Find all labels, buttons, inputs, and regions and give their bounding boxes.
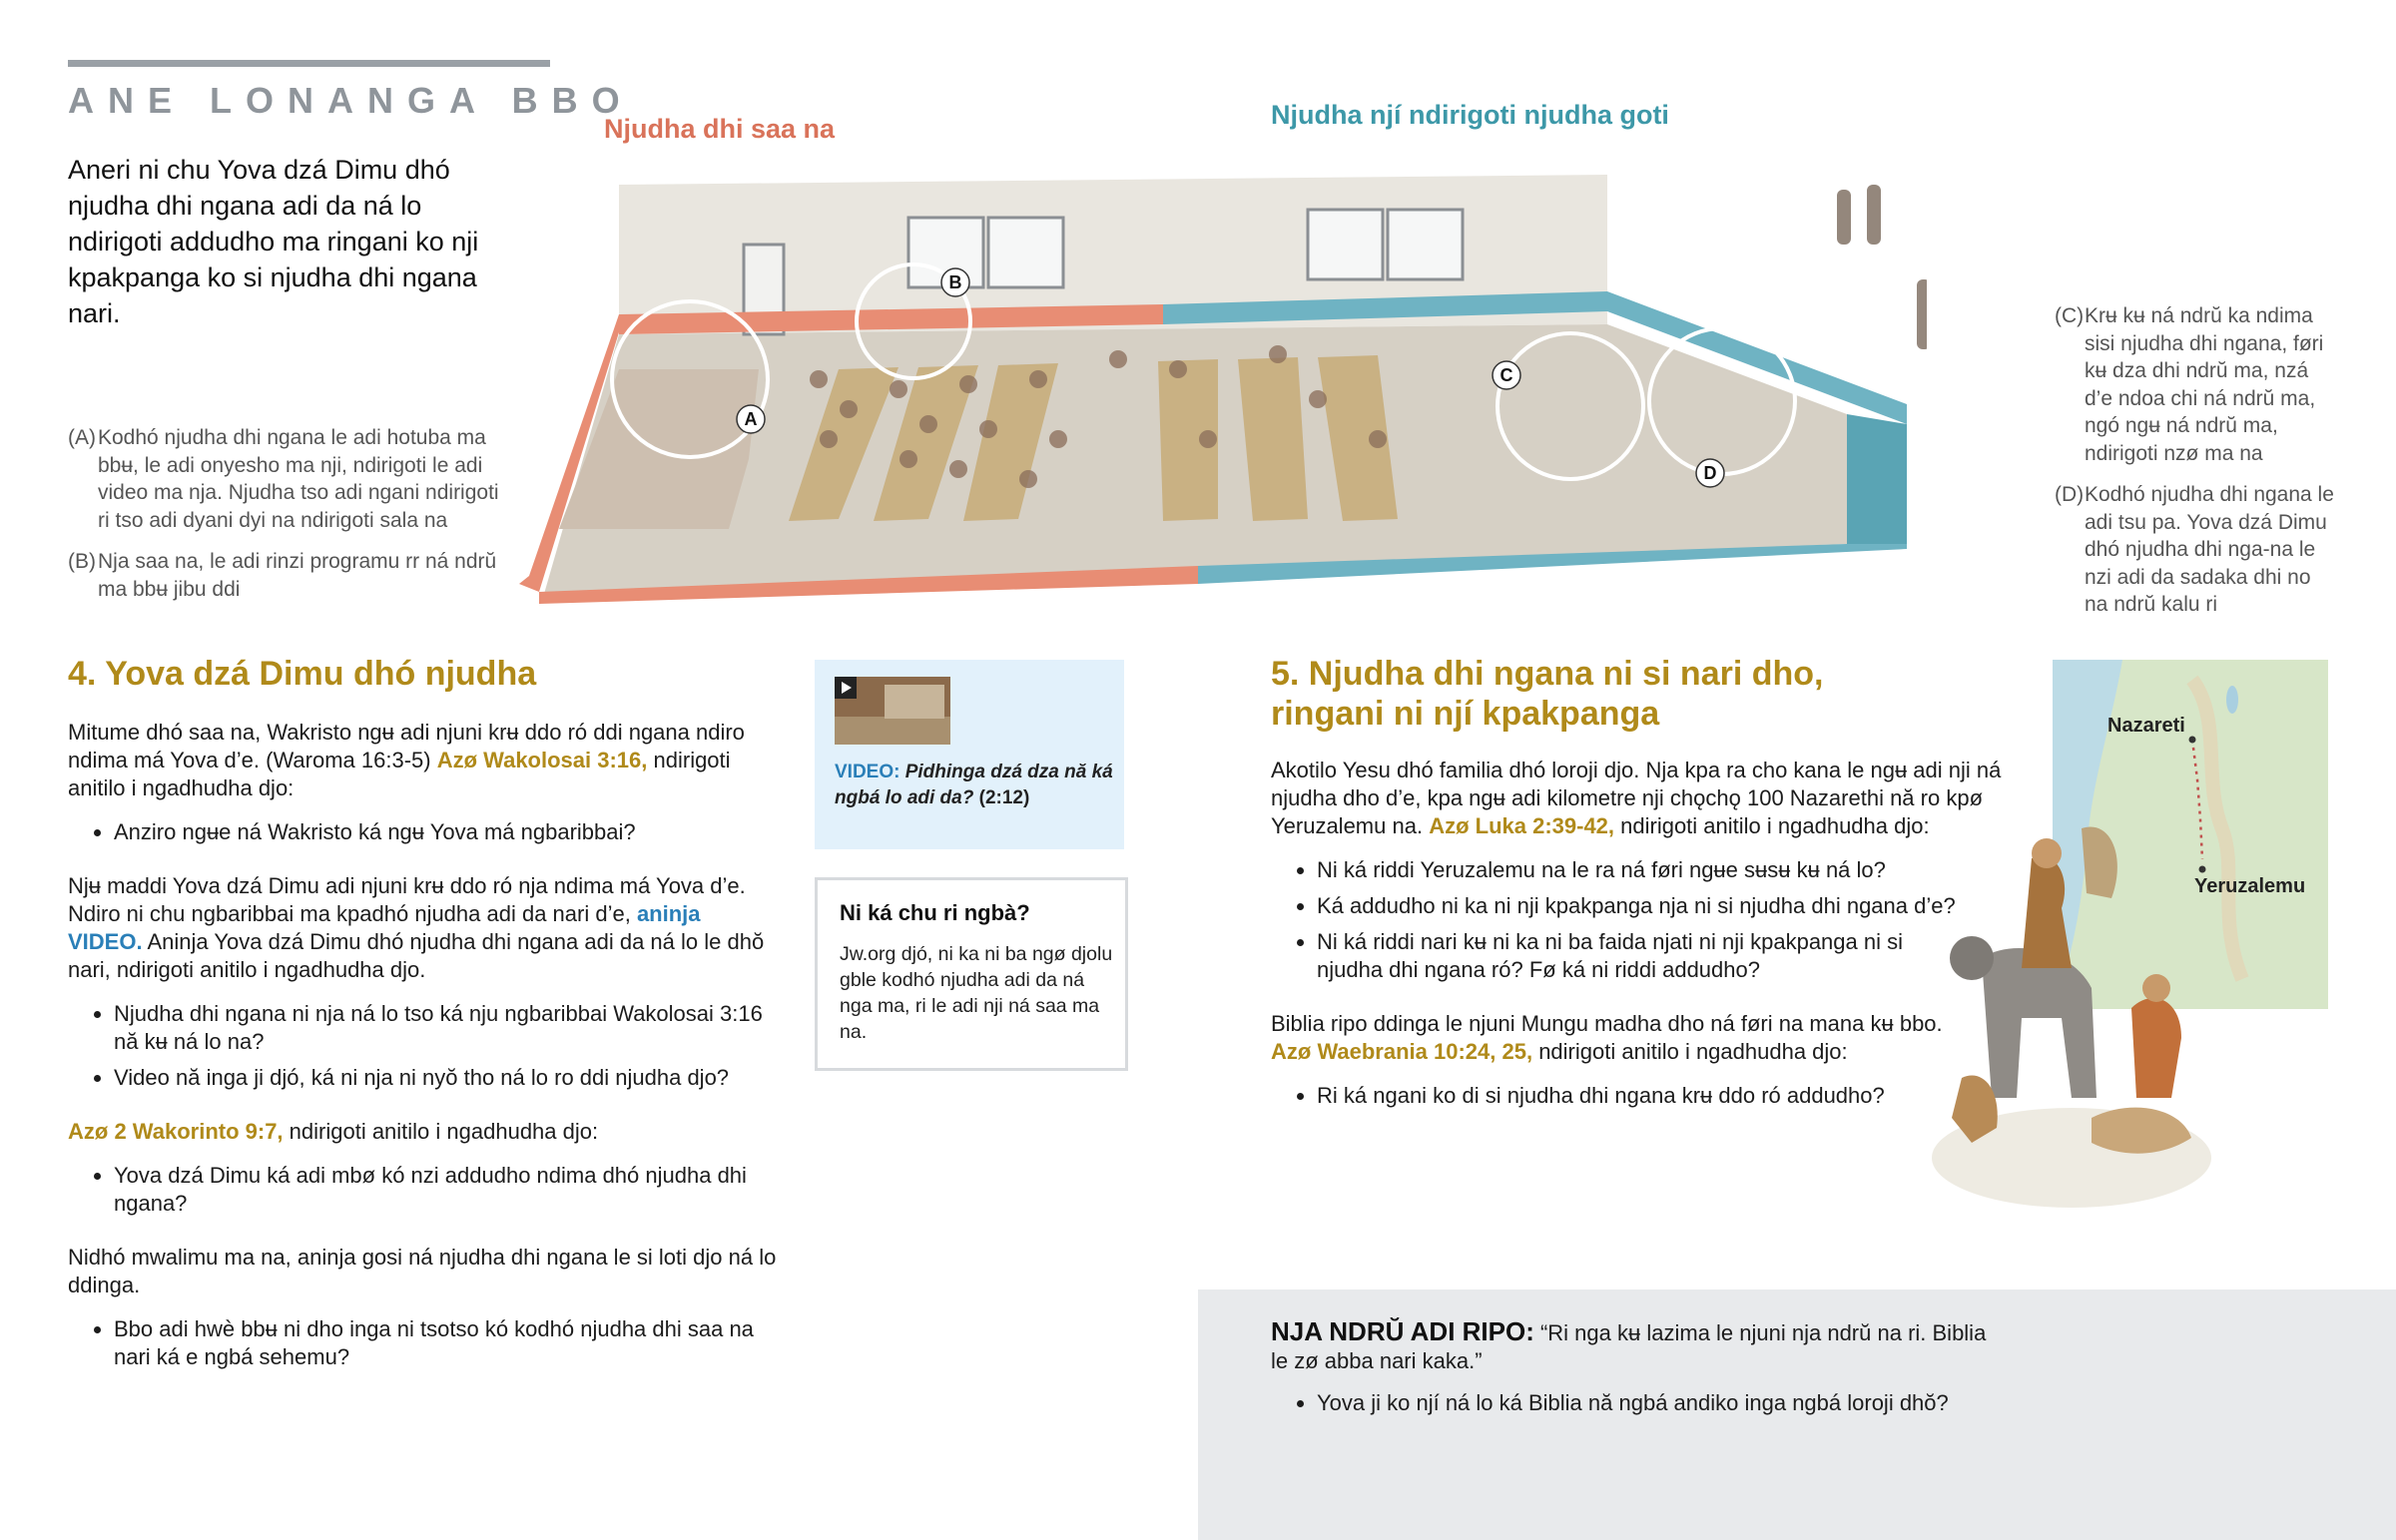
question: • Ri ká ngani ko di si njudha dhi ngana krʉ ddo ró addudho? (1317, 1082, 2012, 1110)
video-label: VIDEO: (835, 762, 900, 782)
captions-right (2055, 302, 2334, 633)
section-5-title (1271, 654, 1970, 734)
section-4-paragraph (68, 1118, 777, 1146)
question: • Ká addudho ni ka ni nji kpakpanga nja ni si njudha dhi ngana d’e? (1317, 892, 1956, 920)
eyebrow-title: ANE LONANGA BBO (68, 80, 634, 121)
caption-label: (C) (2055, 304, 2085, 327)
objection-text: “Ri nga kʉ lazima le njuni nja ndrŭ na ri. Biblia le zø abba nari kaka.” (1271, 1320, 1987, 1373)
caption-d (2055, 481, 2334, 619)
zone-label-right: Njudha njí ndirigoti njudha goti (1271, 100, 1669, 130)
map-label-yeruzalemu: Yeruzalemu (2194, 875, 2306, 897)
question: • Yova ji ko njí ná lo ká Biblia nă ngbá andiko inga ngbá loroji dhŏ? (1317, 1389, 1990, 1417)
question-list (1271, 1389, 1990, 1417)
section-5-title-line1: 5. Njudha dhi ngana ni si nari dho, (1271, 655, 1824, 693)
question: • Video nă inga ji djó, ká ni nja ni nyŏ tho ná lo ro ddi njudha djo? (114, 1064, 777, 1092)
video-caption (835, 760, 1114, 811)
text: ndirigoti anitilo i ngadhudha djo: (1532, 1039, 1848, 1064)
section-4-paragraph: Nidhó mwalimu ma na, aninja gosi ná njudha dhi ngana le si loti djo ná lo ddinga. (68, 1245, 777, 1297)
question-list (68, 1000, 777, 1092)
video-title: Pidhinga dzá dza nă ká ngbá lo adi da? (835, 762, 1113, 808)
section-4-title: 4. Yova dzá Dimu dhó njudha (68, 655, 537, 693)
caption-b (68, 548, 507, 603)
scripture-ref: Azø Luka 2:39-42, (1429, 813, 1615, 838)
section-5-paragraph (1271, 757, 2012, 840)
question-list (68, 1162, 777, 1218)
objection-body (1271, 1317, 1990, 1443)
text: Njʉ maddi Yova dzá Dimu adi njuni krʉ ddo ró nja ndima má Yova d’e. Ndiro ni chu ngbaribbai ma kpadhó njudha adi da nari d’e, (68, 873, 746, 926)
marker-d: D (1703, 463, 1717, 483)
question: • Anziro ngʉe ná Wakristo ká ngʉ Yova má ngbaribbai? (114, 818, 777, 846)
caption-text: Nja saa na, le adi rinzi programu rr ná ndrŭ ma bbʉ jibu ddi (98, 550, 497, 601)
section-4-paragraph (68, 719, 777, 802)
question-box-title: Ni ká chu ri ngbà? (840, 900, 1030, 925)
video-thumbnail[interactable] (835, 677, 950, 745)
text: Mitume dhó saa na, Wakristo ngʉ adi njuni krʉ ddo ró ddi ngana ndiro ndima má Yova d’e. (Waroma 16:3-5) (68, 720, 745, 772)
section-5-paragraph (1271, 1010, 1970, 1066)
question: • Ni ká riddi nari kʉ ni ka ni ba faida njati ni nji kpakpanga ni si njudha dhi ngana ró? Fø ká ni riddi addudho? (1317, 928, 1956, 984)
caption-label: (D) (2055, 483, 2085, 506)
question-list (68, 818, 777, 846)
kingdom-hall-illustration (519, 140, 1927, 609)
video-link[interactable]: aninja VIDEO. (68, 901, 701, 954)
question-box (815, 877, 1128, 1071)
captions-left (68, 424, 507, 617)
question: • Yova dzá Dimu ká adi mbø kó nzi addudho ndima dhó njudha dhi ngana? (114, 1162, 777, 1218)
marker-b: B (948, 272, 962, 292)
map-label-nazareti: Nazareti (2107, 715, 2185, 737)
question-list (68, 1315, 777, 1371)
caption-text: Kodhó njudha dhi ngana le adi hotuba ma bbʉ, le adi onyesho ma nji, ndirigoti le adi video ma nja. Njudha tso adi ngani ndirigoti ri tso adi dyani dyi na ndirigoti sala na (98, 426, 499, 532)
question: • Bbo adi hwè bbʉ ni dho inga ni tsotso kó kodhó njudha dhi saa na nari ká e ngbá sehemu? (114, 1315, 777, 1371)
section-5-body (1271, 757, 2012, 1136)
marker-c: C (1499, 365, 1513, 385)
objection-lead: NJA NDRŬ ADI RIPO: (1271, 1316, 1534, 1346)
video-duration: (2:12) (978, 787, 1030, 808)
section-4-paragraph (68, 872, 777, 984)
text: Akotilo Yesu dhó familia dhó loroji djo. Nja kpa ra cho kana le ngʉ adi nji ná njudha dho d’e, kpa ngʉ adi kilometre nji chǫchǫ 100 Nazarethi nă ro kpø Yeruzalemu na. (1271, 758, 2002, 838)
caption-c (2055, 302, 2334, 467)
text: ndirigoti anitilo i ngadhudha djo: (283, 1119, 599, 1144)
caption-a (68, 424, 507, 534)
objection-panel (1198, 1289, 2396, 1540)
header-rule (68, 60, 550, 67)
family-donkey-illustration (1922, 798, 2211, 1238)
text: ndirigoti anitilo i ngadhudha djo: (1614, 813, 1930, 838)
caption-text: Krʉ kʉ ná ndrŭ ka ndima sisi njudha dhi ngana, føri kʉ dza dhi ndrŭ ma, nzá d’e ndoa chi ná ndrŭ ma, ngó ngʉ ná ndrŭ ma, ndirigoti nzø ma na (2085, 304, 2324, 465)
section-5-title-line2: ringani ni njí kpakpanga (1271, 695, 1660, 733)
text: Biblia ripo ddinga le njuni Mungu madha dho ná føri na mana kʉ bbo. (1271, 1011, 1943, 1036)
section-4-body (68, 719, 777, 1397)
scripture-ref: Azø Wakolosai 3:16, (436, 748, 648, 772)
caption-label: (B) (68, 550, 96, 573)
zone-label-left: Njudha dhi saa na (604, 114, 836, 144)
question-list (1271, 1082, 2012, 1110)
question-list (1271, 856, 1956, 984)
question: • Ni ká riddi Yeruzalemu na le ra ná føri ngʉe sʉsʉ kʉ ná lo? (1317, 856, 1956, 884)
text: ndirigoti anitilo i ngadhudha djo: (68, 748, 731, 800)
question-box-text: Jw.org djó, ni ka ni ba ngø djolu gble kodhó njudha adi da ná nga ma, ri le adi nji ná saa ma na. (840, 943, 1113, 1043)
intro-text: Aneri ni chu Yova dzá Dimu dhó njudha dhi ngana adi da ná lo ndirigoti addudho ma ringani ko nji kpakpanga ko si njudha dhi ngana nari. (68, 155, 479, 328)
objection-quote (1271, 1317, 1990, 1375)
text: Aninja Yova dzá Dimu dhó njudha dhi ngana adi da ná lo le dhŏ nari, ndirigoti anitilo i ngadhudha djo. (68, 929, 765, 982)
caption-text: Kodhó njudha dhi ngana le adi tsu pa. Yova dzá Dimu dhó njudha dhi nga-na le nzi adi da sadaka dhi no na ndrŭ kalu ri (2085, 483, 2334, 616)
scripture-ref: Azø Waebrania 10:24, 25, (1271, 1039, 1533, 1064)
scripture-ref: Azø 2 Wakorinto 9:7, (68, 1119, 284, 1144)
question: • Njudha dhi ngana ni nja ná lo tso ká nju ngbaribbai Wakolosai 3:16 nă kʉ ná lo na? (114, 1000, 777, 1056)
caption-label: (A) (68, 426, 96, 449)
video-box[interactable] (815, 660, 1124, 849)
marker-a: A (744, 409, 758, 429)
